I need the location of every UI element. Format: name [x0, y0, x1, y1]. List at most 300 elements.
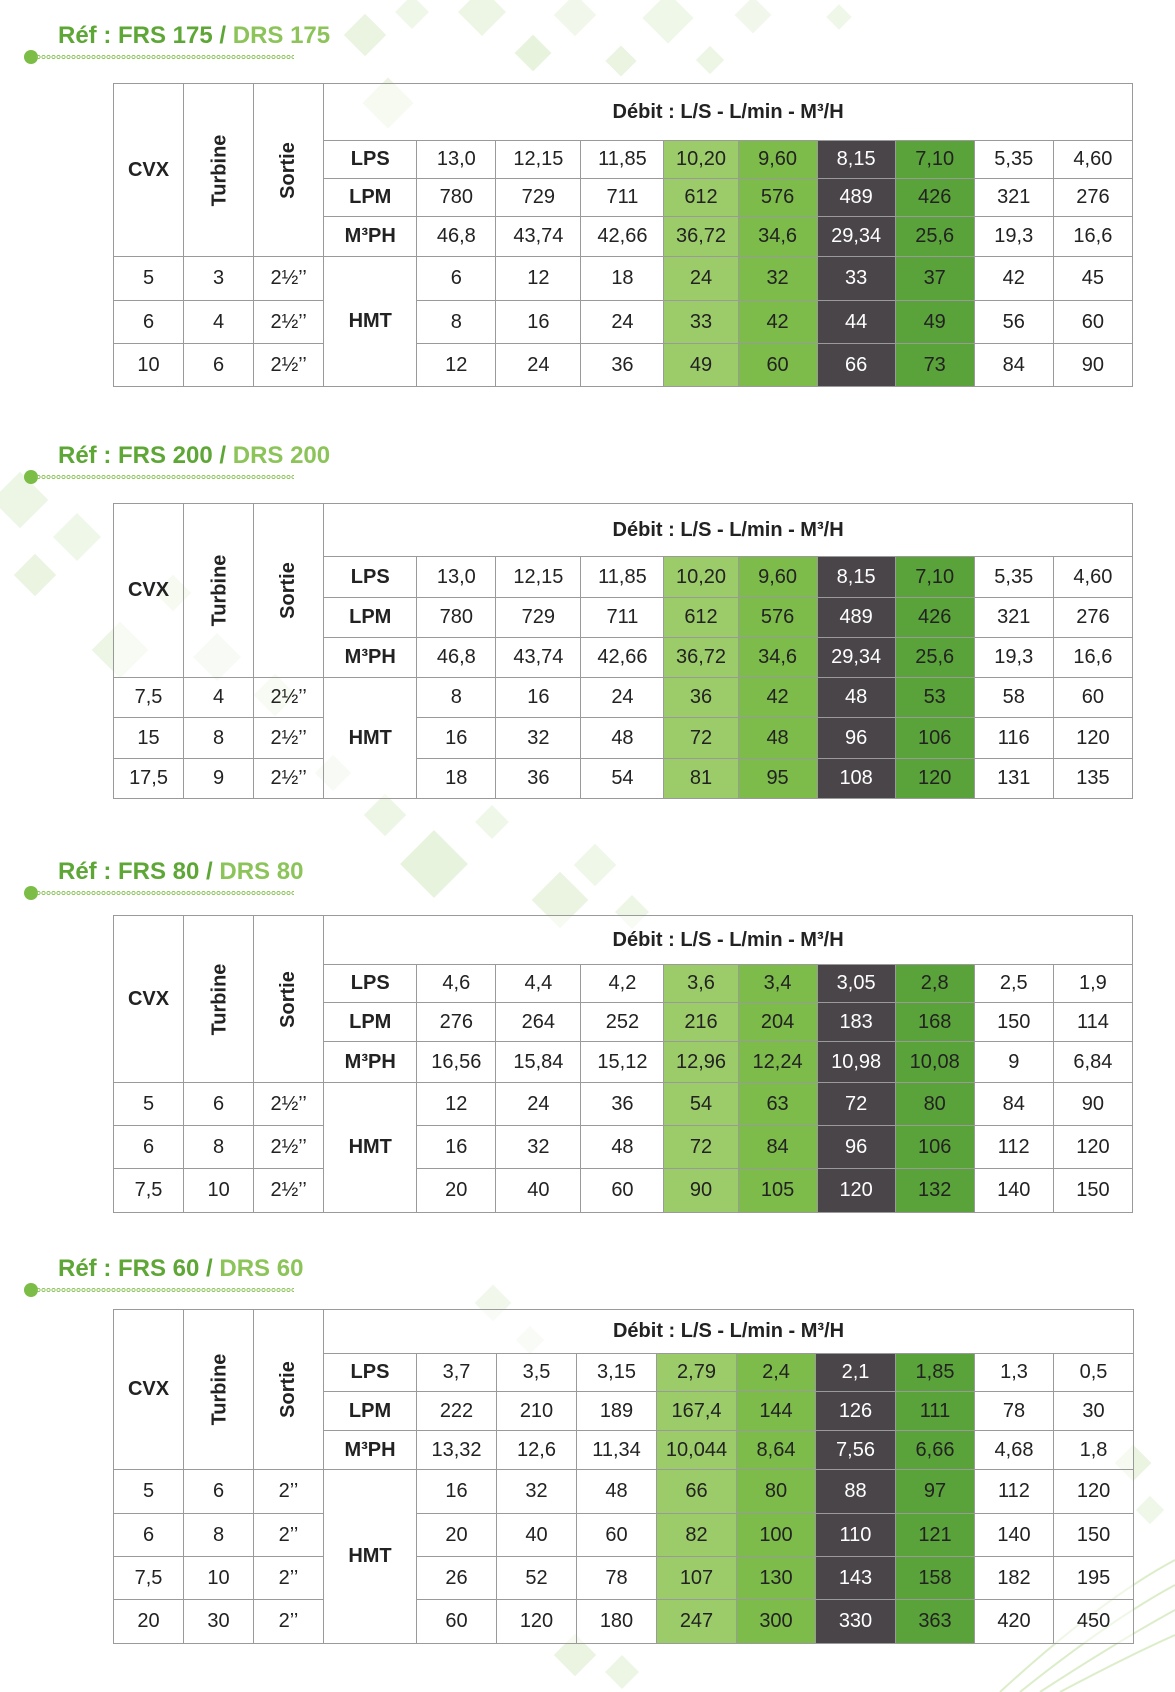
cell: 80: [895, 1083, 974, 1126]
cell: 30: [1054, 1392, 1134, 1431]
alt-label: DRS 200: [232, 442, 331, 469]
cell: 48: [577, 1470, 657, 1514]
cell: 40: [496, 1169, 581, 1213]
cell: 132: [895, 1169, 974, 1213]
cell: 1,9: [1053, 965, 1132, 1003]
cell: 12: [417, 344, 496, 387]
cell: 29,34: [817, 217, 895, 257]
cell: 150: [974, 1003, 1053, 1042]
cell: 276: [1053, 179, 1132, 217]
sortie-cell: 2½’’: [254, 1169, 324, 1213]
turbine-cell: 3: [184, 257, 254, 301]
cell: 112: [974, 1126, 1053, 1169]
cell: 36: [581, 344, 664, 387]
cell: 42,66: [581, 217, 664, 257]
cell: 53: [895, 678, 974, 718]
cell: 11,85: [581, 141, 664, 179]
cell: 8,64: [737, 1431, 816, 1470]
table-row: [114, 1557, 1134, 1600]
cell: 108: [817, 759, 895, 799]
table-row: [114, 718, 1133, 759]
sortie-cell: 2½’’: [254, 718, 324, 759]
cell: 2,8: [895, 965, 974, 1003]
cell: 34,6: [738, 638, 817, 678]
cell: 121: [896, 1514, 975, 1557]
cell: 264: [496, 1003, 581, 1042]
alt-label: DRS 60: [219, 1255, 304, 1282]
cell: 19,3: [974, 217, 1053, 257]
cell: 32: [496, 718, 581, 759]
cvx-cell: 15: [114, 718, 184, 759]
cell: 16: [417, 1126, 496, 1169]
cell: 46,8: [417, 638, 496, 678]
cell: 44: [817, 301, 895, 344]
cell: 612: [664, 179, 738, 217]
cell: 84: [974, 344, 1053, 387]
cell: 450: [1054, 1600, 1134, 1644]
cell: 3,05: [817, 965, 895, 1003]
cell: 54: [581, 759, 664, 799]
cell: 60: [581, 1169, 664, 1213]
cell: 42: [738, 301, 817, 344]
cell: 120: [497, 1600, 577, 1644]
cvx-cell: 10: [114, 344, 184, 387]
cell: 48: [817, 678, 895, 718]
cell: 8: [417, 678, 496, 718]
cell: 11,85: [581, 557, 664, 598]
cell: 84: [738, 1126, 817, 1169]
row-label: LPM: [324, 598, 417, 638]
cell: 711: [581, 598, 664, 638]
cell: 24: [496, 344, 581, 387]
row-label: LPM: [324, 1003, 417, 1042]
cell: 48: [581, 1126, 664, 1169]
ref-label: Réf : FRS 175: [58, 22, 213, 49]
cell: 54: [664, 1083, 738, 1126]
cell: 12,96: [664, 1042, 738, 1083]
cell: 16,56: [417, 1042, 496, 1083]
title-underline: [24, 470, 294, 482]
cell: 210: [497, 1392, 577, 1431]
cell: 46,8: [417, 217, 496, 257]
spec-table: [113, 503, 1133, 799]
cell: 32: [496, 1126, 581, 1169]
cell: 16: [417, 1470, 497, 1514]
turbine-cell: 8: [184, 1514, 254, 1557]
cell: 3,6: [664, 965, 738, 1003]
cell: 3,7: [417, 1354, 497, 1392]
alt-label: DRS 175: [232, 22, 331, 49]
cell: 330: [816, 1600, 896, 1644]
cell: 60: [738, 344, 817, 387]
cell: 24: [496, 1083, 581, 1126]
cell: 33: [664, 301, 738, 344]
debit-header: Débit : L/S - L/min - M³/H: [324, 1310, 1134, 1354]
spec-table: [113, 915, 1133, 1213]
cell: 96: [817, 718, 895, 759]
turbine-header: Turbine: [184, 84, 254, 257]
cell: 72: [664, 718, 738, 759]
cell: 252: [581, 1003, 664, 1042]
cell: 6,66: [896, 1431, 975, 1470]
cell: 363: [896, 1600, 975, 1644]
title-chain-icon: [36, 475, 294, 479]
cell: 10,044: [657, 1431, 737, 1470]
cell: 4,60: [1053, 141, 1132, 179]
cell: 90: [1053, 1083, 1132, 1126]
cell: 576: [738, 598, 817, 638]
cell: 96: [817, 1126, 895, 1169]
cell: 4,60: [1053, 557, 1132, 598]
cell: 36: [496, 759, 581, 799]
cell: 111: [896, 1392, 975, 1431]
cell: 42: [974, 257, 1053, 301]
cell: 42: [738, 678, 817, 718]
cell: 72: [664, 1126, 738, 1169]
cell: 10,20: [664, 557, 738, 598]
cell: 49: [664, 344, 738, 387]
cell: 12: [496, 257, 581, 301]
cell: 48: [738, 718, 817, 759]
cell: 112: [975, 1470, 1054, 1514]
cell: 130: [737, 1557, 816, 1600]
hmt-label: HMT: [324, 678, 417, 799]
cell: 140: [975, 1514, 1054, 1557]
cell: 15,84: [496, 1042, 581, 1083]
cvx-cell: 5: [114, 1083, 184, 1126]
cell: 36,72: [664, 217, 738, 257]
cvx-cell: 6: [114, 301, 184, 344]
cell: 110: [816, 1514, 896, 1557]
cell: 10,98: [817, 1042, 895, 1083]
cell: 1,85: [896, 1354, 975, 1392]
cell: 26: [417, 1557, 497, 1600]
table-row: [114, 1169, 1133, 1213]
sortie-cell: 2½’’: [254, 344, 324, 387]
cell: 29,34: [817, 638, 895, 678]
cvx-cell: 7,5: [114, 678, 184, 718]
cell: 8,15: [817, 141, 895, 179]
cell: 33: [817, 257, 895, 301]
title-underline: [24, 50, 294, 62]
cvx-header: CVX: [114, 1310, 184, 1470]
cell: 72: [817, 1083, 895, 1126]
section-title: [58, 1255, 303, 1283]
table-row: [114, 257, 1133, 301]
cell: 81: [664, 759, 738, 799]
ref-separator: /: [199, 1255, 220, 1282]
sortie-header: Sortie: [254, 1310, 324, 1470]
cell: 420: [975, 1600, 1054, 1644]
cell: 780: [417, 598, 496, 638]
cvx-cell: 6: [114, 1126, 184, 1169]
cell: 19,3: [974, 638, 1053, 678]
cell: 12,24: [738, 1042, 817, 1083]
cell: 78: [975, 1392, 1054, 1431]
hmt-label: HMT: [324, 1083, 417, 1213]
cell: 36: [664, 678, 738, 718]
cell: 45: [1053, 257, 1132, 301]
cell: 158: [896, 1557, 975, 1600]
cvx-cell: 7,5: [114, 1557, 184, 1600]
title-underline: [24, 886, 294, 898]
cell: 9,60: [738, 141, 817, 179]
cvx-cell: 20: [114, 1600, 184, 1644]
cell: 34,6: [738, 217, 817, 257]
ref-separator: /: [199, 858, 220, 885]
cell: 8,15: [817, 557, 895, 598]
cell: 20: [417, 1169, 496, 1213]
cell: 780: [417, 179, 496, 217]
table-row: [114, 678, 1133, 718]
cell: 189: [577, 1392, 657, 1431]
spec-table: [113, 1309, 1134, 1644]
turbine-cell: 9: [184, 759, 254, 799]
cell: 426: [895, 179, 974, 217]
cell: 36: [581, 1083, 664, 1126]
cell: 20: [417, 1514, 497, 1557]
title-chain-icon: [36, 55, 294, 59]
title-chain-icon: [36, 1288, 294, 1292]
cell: 40: [497, 1514, 577, 1557]
cell: 37: [895, 257, 974, 301]
row-label: LPS: [324, 557, 417, 598]
debit-header: Débit : L/S - L/min - M³/H: [324, 504, 1133, 557]
cell: 3,4: [738, 965, 817, 1003]
cell: 60: [1053, 678, 1132, 718]
row-label: LPM: [324, 1392, 417, 1431]
section-title: [58, 858, 303, 886]
cell: 4,6: [417, 965, 496, 1003]
table-row: [114, 1514, 1134, 1557]
cell: 60: [577, 1514, 657, 1557]
cell: 32: [497, 1470, 577, 1514]
cell: 97: [896, 1470, 975, 1514]
sortie-cell: 2’’: [254, 1470, 324, 1514]
cell: 182: [975, 1557, 1054, 1600]
cell: 12,15: [496, 557, 581, 598]
cell: 167,4: [657, 1392, 737, 1431]
row-label: M³PH: [324, 1431, 417, 1470]
ref-separator: /: [212, 22, 233, 49]
cell: 4,4: [496, 965, 581, 1003]
hmt-label: HMT: [324, 257, 417, 387]
cell: 144: [737, 1392, 816, 1431]
turbine-cell: 30: [184, 1600, 254, 1644]
table-row: [114, 1126, 1133, 1169]
cell: 180: [577, 1600, 657, 1644]
cell: 106: [895, 718, 974, 759]
cell: 120: [1054, 1470, 1134, 1514]
cell: 60: [417, 1600, 497, 1644]
cell: 4,2: [581, 965, 664, 1003]
debit-header: Débit : L/S - L/min - M³/H: [324, 916, 1133, 965]
cell: 12,15: [496, 141, 581, 179]
cell: 116: [974, 718, 1053, 759]
title-underline: [24, 1283, 294, 1295]
turbine-cell: 4: [184, 678, 254, 718]
sortie-header: Sortie: [254, 916, 324, 1083]
cell: 2,1: [816, 1354, 896, 1392]
turbine-header: Turbine: [184, 504, 254, 678]
cell: 426: [895, 598, 974, 638]
cell: 100: [737, 1514, 816, 1557]
cell: 612: [664, 598, 738, 638]
cvx-cell: 5: [114, 1470, 184, 1514]
cell: 16,6: [1053, 638, 1132, 678]
cell: 56: [974, 301, 1053, 344]
cell: 6: [417, 257, 496, 301]
section-title: [58, 442, 330, 470]
cell: 78: [577, 1557, 657, 1600]
sortie-cell: 2½’’: [254, 301, 324, 344]
cell: 60: [1053, 301, 1132, 344]
cell: 5,35: [974, 141, 1053, 179]
cell: 73: [895, 344, 974, 387]
cvx-header: CVX: [114, 84, 184, 257]
cell: 0,5: [1054, 1354, 1134, 1392]
cell: 276: [1053, 598, 1132, 638]
turbine-cell: 6: [184, 344, 254, 387]
cell: 3,5: [497, 1354, 577, 1392]
cell: 24: [664, 257, 738, 301]
sortie-cell: 2½’’: [254, 1083, 324, 1126]
row-label: LPS: [324, 141, 417, 179]
cell: 204: [738, 1003, 817, 1042]
turbine-cell: 8: [184, 718, 254, 759]
cell: 120: [817, 1169, 895, 1213]
cell: 120: [1053, 1126, 1132, 1169]
row-label: M³PH: [324, 638, 417, 678]
cvx-cell: 17,5: [114, 759, 184, 799]
cell: 168: [895, 1003, 974, 1042]
cell: 24: [581, 301, 664, 344]
turbine-cell: 4: [184, 301, 254, 344]
cell: 1,3: [975, 1354, 1054, 1392]
sortie-cell: 2’’: [254, 1600, 324, 1644]
cell: 88: [816, 1470, 896, 1514]
cell: 80: [737, 1470, 816, 1514]
cell: 32: [738, 257, 817, 301]
cell: 4,68: [975, 1431, 1054, 1470]
cell: 183: [817, 1003, 895, 1042]
cell: 2,5: [974, 965, 1053, 1003]
turbine-cell: 10: [184, 1557, 254, 1600]
table-row: [114, 1600, 1134, 1644]
cell: 10,08: [895, 1042, 974, 1083]
cell: 150: [1053, 1169, 1132, 1213]
cell: 7,10: [895, 141, 974, 179]
cell: 6,84: [1053, 1042, 1132, 1083]
cell: 43,74: [496, 638, 581, 678]
cell: 48: [581, 718, 664, 759]
cell: 8: [417, 301, 496, 344]
cell: 131: [974, 759, 1053, 799]
cell: 711: [581, 179, 664, 217]
cell: 16: [417, 718, 496, 759]
cell: 276: [417, 1003, 496, 1042]
cell: 489: [817, 598, 895, 638]
cell: 150: [1054, 1514, 1134, 1557]
table-row: [114, 1470, 1134, 1514]
cell: 216: [664, 1003, 738, 1042]
cell: 321: [974, 598, 1053, 638]
cell: 114: [1053, 1003, 1132, 1042]
cell: 140: [974, 1169, 1053, 1213]
turbine-cell: 6: [184, 1083, 254, 1126]
cell: 222: [417, 1392, 497, 1431]
table-row: [114, 301, 1133, 344]
cell: 66: [817, 344, 895, 387]
cell: 576: [738, 179, 817, 217]
turbine-cell: 6: [184, 1470, 254, 1514]
cell: 16: [496, 678, 581, 718]
sortie-cell: 2½’’: [254, 678, 324, 718]
cell: 90: [1053, 344, 1132, 387]
cell: 10,20: [664, 141, 738, 179]
cell: 25,6: [895, 638, 974, 678]
cell: 42,66: [581, 638, 664, 678]
cell: 2,4: [737, 1354, 816, 1392]
turbine-cell: 10: [184, 1169, 254, 1213]
cell: 66: [657, 1470, 737, 1514]
row-label: M³PH: [324, 1042, 417, 1083]
cell: 90: [664, 1169, 738, 1213]
sortie-cell: 2’’: [254, 1557, 324, 1600]
cvx-header: CVX: [114, 916, 184, 1083]
cell: 36,72: [664, 638, 738, 678]
ref-separator: /: [212, 442, 233, 469]
cell: 16,6: [1053, 217, 1132, 257]
cell: 300: [737, 1600, 816, 1644]
cell: 52: [497, 1557, 577, 1600]
alt-label: DRS 80: [219, 858, 304, 885]
sortie-cell: 2½’’: [254, 759, 324, 799]
cvx-cell: 6: [114, 1514, 184, 1557]
cell: 120: [1053, 718, 1132, 759]
cell: 7,56: [816, 1431, 896, 1470]
sortie-cell: 2½’’: [254, 257, 324, 301]
sortie-cell: 2½’’: [254, 1126, 324, 1169]
cell: 12: [417, 1083, 496, 1126]
cell: 11,34: [577, 1431, 657, 1470]
sortie-header: Sortie: [254, 84, 324, 257]
cell: 135: [1053, 759, 1132, 799]
table-row: [114, 759, 1133, 799]
cell: 1,8: [1054, 1431, 1134, 1470]
cell: 43,74: [496, 217, 581, 257]
cell: 16: [496, 301, 581, 344]
section-title: [58, 22, 330, 50]
cell: 7,10: [895, 557, 974, 598]
cell: 2,79: [657, 1354, 737, 1392]
cell: 105: [738, 1169, 817, 1213]
cell: 82: [657, 1514, 737, 1557]
cell: 9,60: [738, 557, 817, 598]
cell: 9: [974, 1042, 1053, 1083]
ref-label: Réf : FRS 80: [58, 858, 200, 885]
title-chain-icon: [36, 891, 294, 895]
cell: 12,6: [497, 1431, 577, 1470]
row-label: LPS: [324, 1354, 417, 1392]
cell: 15,12: [581, 1042, 664, 1083]
row-label: LPS: [324, 965, 417, 1003]
cell: 13,32: [417, 1431, 497, 1470]
spec-table: [113, 83, 1133, 387]
cell: 63: [738, 1083, 817, 1126]
cvx-cell: 7,5: [114, 1169, 184, 1213]
cell: 13,0: [417, 557, 496, 598]
